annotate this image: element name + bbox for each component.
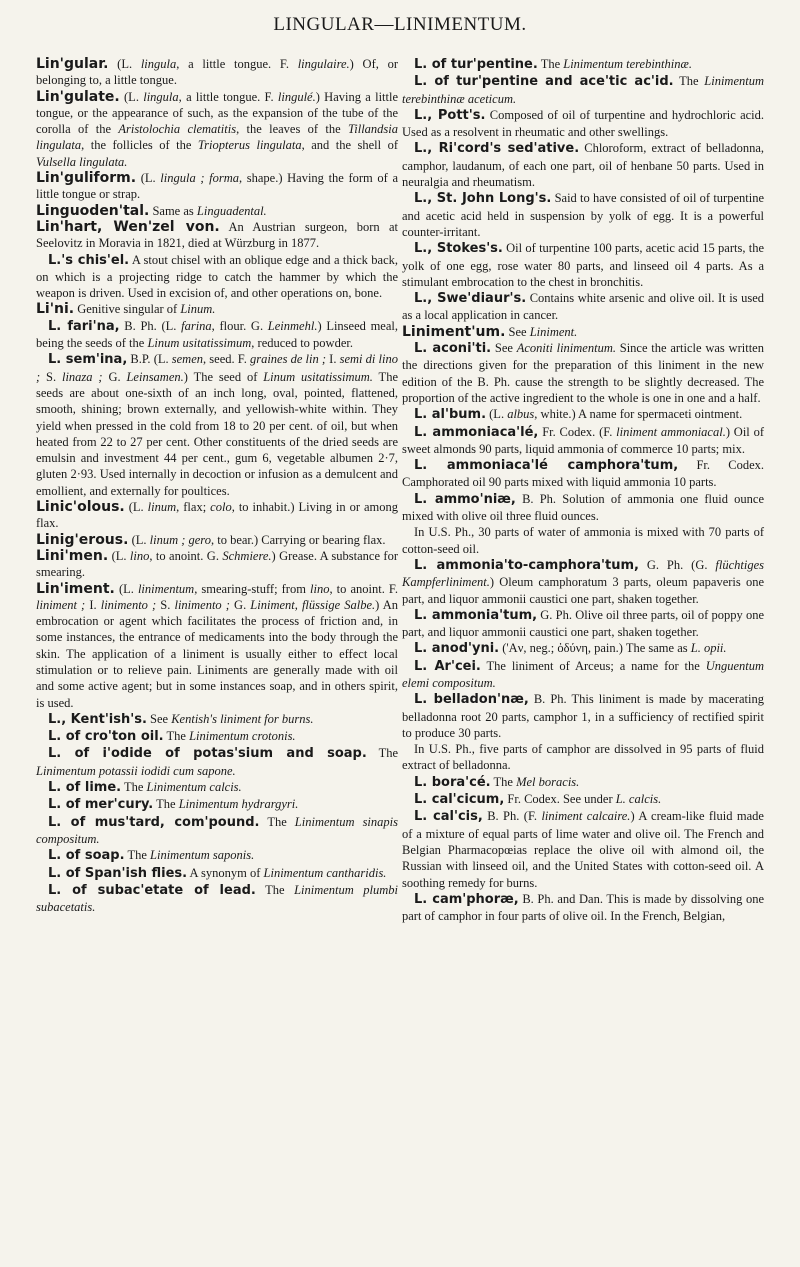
entry-headword: L. of cro'ton oil. (48, 729, 164, 745)
entry-text: Composed of oil of turpentine and hydrochloric acid. Used as a resolvent in rheumatic and other swellings. (402, 107, 765, 140)
entry-text: In U.S. Ph., 30 parts of water of ammonia is mixed with 70 parts of cotton-seed oil. (402, 525, 764, 556)
entry-text: G. (229, 597, 251, 612)
entry-headword: L.'s chis'el. (48, 252, 130, 268)
italic-term: Linimentum terebinthinæ. (563, 57, 692, 71)
entry-text: (L. (140, 171, 161, 186)
entry-text: The (265, 882, 295, 897)
italic-term: lino (310, 581, 330, 596)
entry-text: The (679, 74, 705, 89)
italic-term: Aristolochia clematitis (118, 122, 237, 137)
entry-text: (L. (111, 548, 130, 563)
entry-text: Fr. Codex. (F. (542, 424, 617, 439)
dictionary-entry (36, 865, 398, 882)
entry-headword: L. cam'phoræ, (414, 891, 519, 907)
entry-headword: L. sem'ina, (48, 352, 128, 368)
entry-headword: L., Kent'ish's. (48, 711, 147, 727)
dictionary-entry (36, 219, 398, 252)
italic-term: lingulé. (277, 89, 316, 104)
dictionary-entry (36, 728, 398, 745)
dictionary-entry (402, 406, 764, 423)
entry-headword: L. cal'cicum, (414, 792, 505, 808)
entry-text: The (540, 57, 564, 71)
right-column (402, 56, 764, 924)
entry-text: , shape.) Having the form of a little tongue or strap. (36, 171, 398, 202)
entry-text: , to anoint. F. (329, 581, 399, 596)
entry-text: The (166, 729, 190, 744)
entry-text: (L. (131, 532, 150, 547)
italic-term: Vulsella lingulata. (36, 154, 128, 169)
entry-headword: Lin'gulate. (36, 88, 120, 105)
entry-headword: L. Ar'cei. (414, 658, 481, 674)
entry-text: , seed. F. (203, 352, 250, 367)
entry-headword: L. ammonia'to-camphora'tum, (414, 557, 639, 573)
italic-term: Linum. (180, 302, 216, 317)
italic-term: Aconiti linimentum. (516, 341, 616, 356)
dictionary-entry (36, 170, 398, 203)
entry-text: , flour. G. (211, 318, 268, 333)
entry-headword: L., St. John Long's. (414, 191, 552, 207)
italic-term: liniment ammoniacal. (616, 424, 726, 439)
entry-headword: L. of lime. (48, 780, 122, 796)
dictionary-entry (36, 56, 398, 89)
entry-headword: L. anod'yni. (414, 641, 500, 657)
entry-headword: L. of mer'cury. (48, 797, 154, 813)
entry-headword: L. of mus'tard, com'pound. (48, 814, 260, 830)
italic-term: lino (129, 548, 150, 563)
dictionary-entry (402, 424, 764, 458)
entry-text: ) Oleum camphoratum 3 parts, oleum papaveris one part, and liquor ammonii caustici one part, shaken together. (402, 575, 764, 606)
entry-text: The (493, 774, 517, 789)
italic-term: Liniment, flüssige Salbe. (250, 597, 376, 612)
entry-headword: L. ammoniaca'lé camphora'tum, (414, 458, 679, 474)
italic-term: linum ; gero (149, 532, 211, 547)
italic-term: linum (147, 500, 177, 515)
running-header: LINGULAR—LINIMENTUM. (273, 14, 527, 35)
italic-term: Tillandsia lingulata (36, 122, 399, 153)
dictionary-entry (402, 56, 764, 73)
entry-headword: L. of soap. (48, 848, 125, 864)
entry-headword: L. al'bum. (414, 407, 487, 423)
italic-term: Linguadental. (196, 203, 267, 218)
entry-text: I. (85, 597, 101, 612)
entry-headword: L. belladon'næ, (414, 692, 529, 708)
entry-headword: L. ammoniaca'lé, (414, 424, 539, 440)
entry-text: (L. (128, 500, 148, 515)
dictionary-entry (402, 190, 764, 240)
entry-text: The (156, 797, 179, 812)
dictionary-entry (36, 745, 398, 779)
italic-term: liniment calcaire. (541, 809, 631, 824)
dictionary-entry (402, 741, 764, 774)
italic-term: semi di lino ; (36, 352, 398, 384)
dictionary-entry (402, 691, 764, 741)
entry-text: , the leaves of the (236, 122, 348, 137)
entry-headword: Lin'guliform. (36, 170, 137, 187)
italic-term: Mel boracis. (516, 774, 580, 789)
italic-term: linimentum (137, 581, 195, 596)
italic-term: Leinmehl. (267, 318, 318, 333)
entry-headword: L., Ri'cord's sed'ative. (414, 141, 580, 157)
entry-text: See (494, 341, 517, 356)
italic-term: Linimentum potassii iodidi cum sapone. (36, 763, 236, 778)
entry-headword: L. aconi'ti. (414, 341, 492, 357)
italic-term: Liniment. (529, 324, 578, 339)
italic-term: Linum usitatissimum (147, 336, 252, 351)
entry-text: B. Ph. (L. (124, 318, 182, 333)
dictionary-entry (402, 107, 764, 141)
italic-term: lingula (143, 89, 179, 104)
dictionary-entry (36, 796, 398, 813)
italic-term: Linimentum sinapis compositum. (36, 814, 398, 846)
italic-term: Linum usitatissimum. (263, 369, 373, 384)
entry-text: (L. (489, 407, 508, 422)
dictionary-entry (402, 557, 764, 607)
italic-term: colo (210, 500, 232, 515)
dictionary-entry (36, 711, 398, 728)
dictionary-entry (36, 351, 398, 499)
italic-term: Linimentum calcis. (146, 780, 242, 795)
entry-text: See (150, 711, 172, 726)
entry-text: , a little tongue. F. (178, 89, 278, 104)
dictionary-entry (402, 457, 764, 491)
italic-term: lingula (140, 57, 177, 71)
entry-text: Genitive singular of (77, 302, 181, 317)
entry-text: B. Ph. and Dan. This is made by dissolving one part of camphor in four parts of olive oil. In the French, Belgian, (402, 891, 765, 924)
entry-headword: L. of tur'pentine. (414, 57, 538, 72)
entry-text: The seeds are about one-sixth of an inch long, oval, pointed, flattened, smooth, shining; brown externally, and yellowish-white within. They yield when pressed in the cold from 18 to 20 per cent. of oil, but when heated from 22 to 27 per cent. Other constituents of the dried seeds are emulsin and investment 44 per cent., gum 6, vegetable albumen 2·7, gluten 2·93. Used internally in decoction or infusion as a demulcent and emollient, and externally for poultices. (36, 369, 398, 498)
entry-text: B. Ph. (F. (487, 809, 542, 824)
entry-headword: L. of Span'ish flies. (48, 865, 188, 881)
entry-text: ) Oil of sweet almonds 90 parts, liquid ammonia of commerce 10 parts; mix. (402, 424, 764, 456)
dictionary-entry (402, 324, 764, 340)
dictionary-entry (36, 882, 398, 916)
dictionary-entry (402, 73, 764, 107)
entry-text: Oil of turpentine 100 parts, acetic acid 15 parts, the yolk of one egg, rose water 80 parts, and linseed oil 4 parts. As a stimulant embrocation to the chest in bronchitis. (402, 241, 765, 289)
italic-term: albus (507, 407, 535, 422)
entry-headword: L. ammonia'tum, (414, 607, 538, 623)
dictionary-entry (36, 252, 398, 302)
dictionary-entry (36, 499, 398, 532)
entry-text: ) Having a little tongue, or the appearance of such, as the expansion of the tube of the corolla of the (36, 89, 399, 137)
entry-text: S. (40, 369, 62, 384)
entry-text: Said to have consisted of oil of turpentine and acetic acid held in suspension by yolk of egg. It is a powerful counter-irritant. (402, 191, 765, 239)
entry-text: (L. (124, 89, 144, 104)
entry-headword: Lini'men. (36, 547, 109, 564)
entry-headword: Linguoden'tal. (36, 202, 150, 219)
entry-text: G. (102, 369, 127, 384)
entry-text: ) Of, or belonging to, a little tongue. (36, 57, 398, 88)
entry-text: G. Ph. Olive oil three parts, oil of poppy one part, and liquor ammonii caustici one part, shaken together. (402, 607, 764, 640)
dictionary-entry (36, 548, 398, 581)
italic-term: Linimentum hydrargyri. (178, 797, 299, 812)
entry-headword: L. of subac'etate of lead. (48, 882, 256, 898)
left-column (36, 56, 398, 915)
entry-headword: Lin'hart, Wen'zel von. (36, 218, 220, 235)
entry-text: , smearing-stuff; from (194, 581, 311, 596)
italic-term: L. opii. (690, 641, 727, 656)
entry-text: Since the article was written the directions given for the preparation of this liniment in the new edition of the B. Ph. cause the strength to be slightly decreased. The proportion of the active ingredient to the whole is one in one and a half. (402, 341, 764, 405)
dictionary-entry (402, 524, 764, 557)
italic-term: Linimentum saponis. (150, 848, 255, 863)
italic-term: Linimentum plumbi subacetatis. (36, 882, 398, 915)
entry-text: B. Ph. Solution of ammonia one fluid ounce mixed with olive oil three fluid ounces. (402, 491, 765, 524)
dictionary-entry (36, 532, 398, 548)
entry-headword: Linig'erous. (36, 531, 129, 548)
entry-text: The (127, 848, 151, 863)
entry-headword: Liniment'um. (402, 323, 506, 340)
dictionary-entry (402, 891, 764, 925)
italic-term: L. calcis. (615, 792, 662, 807)
entry-text: S. (156, 597, 175, 612)
entry-text: , the follicles of the (81, 138, 198, 153)
dictionary-entry (402, 240, 764, 290)
entry-text: , and the shell of (301, 138, 398, 153)
entry-headword: Linic'olous. (36, 499, 125, 516)
entry-text: , a little tongue. F. (176, 57, 298, 71)
entry-text: (L. (118, 581, 138, 596)
entry-text: The (267, 814, 295, 829)
entry-text: ) A cream-like fluid made of a mixture of equal parts of lime water and olive oil. The French and Belgian Pharmacopœias replace the olive oil with almond oil, the Russian with linseed oil, and the United States with cotton-seed oil. A soothing remedy for burns. (402, 809, 764, 890)
dictionary-entry (402, 658, 764, 692)
dictionary-entry (402, 808, 764, 890)
dictionary-entry (402, 290, 764, 324)
entry-text: , to anoint. G. (149, 548, 223, 563)
dictionary-entry (36, 847, 398, 864)
entry-headword: L., Swe'diaur's. (414, 291, 527, 307)
entry-headword: Lin'iment. (36, 580, 115, 597)
italic-term: Leinsamen. (126, 369, 184, 384)
entry-text: I. (326, 352, 340, 367)
entry-text: Chloroform, extract of belladonna, camphor, laudanum, of each one part, oil of henbane 50 parts. Used in neuralgia and rheumatism. (402, 141, 764, 190)
entry-text: The liniment of Arceus; a name for the (486, 658, 706, 673)
entry-headword: Li'ni. (36, 301, 75, 318)
entry-text: G. Ph. (G. (646, 557, 716, 572)
entry-text: ) Grease. A substance for smearing. (36, 548, 398, 580)
entry-text: A stout chisel with an oblique edge and a thick back, on which is a projecting ridge to catch the hammer by which the weapon is driven. Used in excision of, and other operations on, bone. (36, 252, 399, 301)
italic-term: Linimentum terebinthinæ aceticum. (402, 74, 765, 106)
italic-term: liniment ; (36, 597, 86, 612)
dictionary-entry (36, 89, 398, 170)
dictionary-entry (402, 491, 764, 525)
dictionary-entry (36, 779, 398, 796)
dictionary-entry (402, 640, 764, 657)
entry-text: B.P. (L. (130, 352, 172, 367)
entry-text: Fr. Codex. See under (507, 792, 616, 807)
italic-term: lingula ; forma (160, 171, 239, 186)
entry-headword: L. cal'cis, (414, 809, 483, 825)
dictionary-entry (36, 581, 398, 711)
dictionary-entry (402, 140, 764, 190)
entry-text: , to inhabit.) Living in or among flax. (36, 500, 398, 531)
entry-text: , to bear.) Carrying or bearing flax. (210, 532, 386, 547)
entry-headword: L. fari'na, (48, 318, 120, 334)
entry-text: Same as (152, 203, 197, 218)
entry-text: In U.S. Ph., five parts of camphor are dissolved in 95 parts of fluid extract of belladonna. (402, 742, 764, 773)
dictionary-entry (402, 607, 764, 641)
entry-headword: Lin'gular. (36, 56, 109, 72)
entry-text: See (508, 324, 530, 339)
entry-text: Contains white arsenic and olive oil. It is used as a local application in cancer. (402, 291, 765, 323)
dictionary-entry (36, 203, 398, 219)
entry-text: The (123, 780, 147, 795)
italic-term: Unguentum elemi compositum. (402, 658, 765, 690)
italic-term: flüchtiges Kampferliniment. (402, 557, 764, 590)
entry-text: B. Ph. This liniment is made by macerating belladonna root 20 parts, camphor 1, in a sufficiency of rectified spirit to produce 30 parts. (402, 692, 764, 740)
dictionary-entry (402, 791, 764, 808)
italic-term: linimento ; (174, 597, 230, 612)
italic-term: Schmiere. (222, 548, 272, 563)
entry-headword: L. of i'odide of potas'sium and soap. (48, 746, 367, 762)
italic-term: graines de lin ; (249, 352, 327, 367)
entry-text: ) Linseed meal, being the seeds of the (36, 318, 399, 351)
italic-term: Linimentum crotonis. (189, 729, 296, 744)
italic-term: Triopterus lingulata (197, 138, 302, 153)
entry-text: An Austrian surgeon, born at Seelovitz in Moravia in 1821, died at Würzburg in 1877. (36, 219, 399, 251)
entry-text: A synonym of (189, 865, 264, 880)
entry-text: , flax; (176, 500, 211, 515)
entry-text: The (378, 746, 398, 761)
entry-text: (L. (117, 57, 141, 71)
italic-term: lingulaire. (297, 57, 350, 71)
dictionary-entry (402, 340, 764, 406)
entry-headword: L., Stokes's. (414, 241, 503, 257)
dictionary-entry (36, 318, 398, 352)
italic-term: linimento ; (100, 597, 157, 612)
entry-text: ) An embrocation or agent which facilitates the process of friction and, in some instances, the entrance of medicaments into the body through the skin. The application of a liniment is usually either to effect local stimulation or to relieve pain. Liniments are generally made with oil and some active agent; but in some instances soap, and in others spirit, is used. (36, 597, 398, 710)
entry-text: ('Aν, neg.; ὀδύνη, pain.) The same as (502, 641, 691, 656)
entry-text: , reduced to powder. (251, 336, 353, 351)
dictionary-entry (36, 814, 398, 848)
italic-term: Linimentum cantharidis. (263, 865, 387, 880)
italic-term: farina (181, 318, 212, 333)
entry-text: ) The seed of (183, 369, 264, 384)
dictionary-entry (36, 301, 398, 317)
entry-headword: L. ammo'niæ, (414, 491, 516, 507)
italic-term: Kentish's liniment for burns. (171, 711, 314, 726)
italic-term: linaza ; (61, 369, 103, 384)
entry-headword: L. of tur'pentine and ace'tic ac'id. (414, 74, 674, 90)
entry-text: , white.) A name for spermaceti ointment. (534, 407, 743, 422)
entry-text: Fr. Codex. Camphorated oil 90 parts mixed with liquid ammonia 10 parts. (402, 458, 765, 490)
entry-headword: L., Pott's. (414, 107, 486, 123)
italic-term: semen (171, 352, 204, 367)
dictionary-entry (402, 774, 764, 791)
entry-headword: L. bora'cé. (414, 774, 491, 790)
